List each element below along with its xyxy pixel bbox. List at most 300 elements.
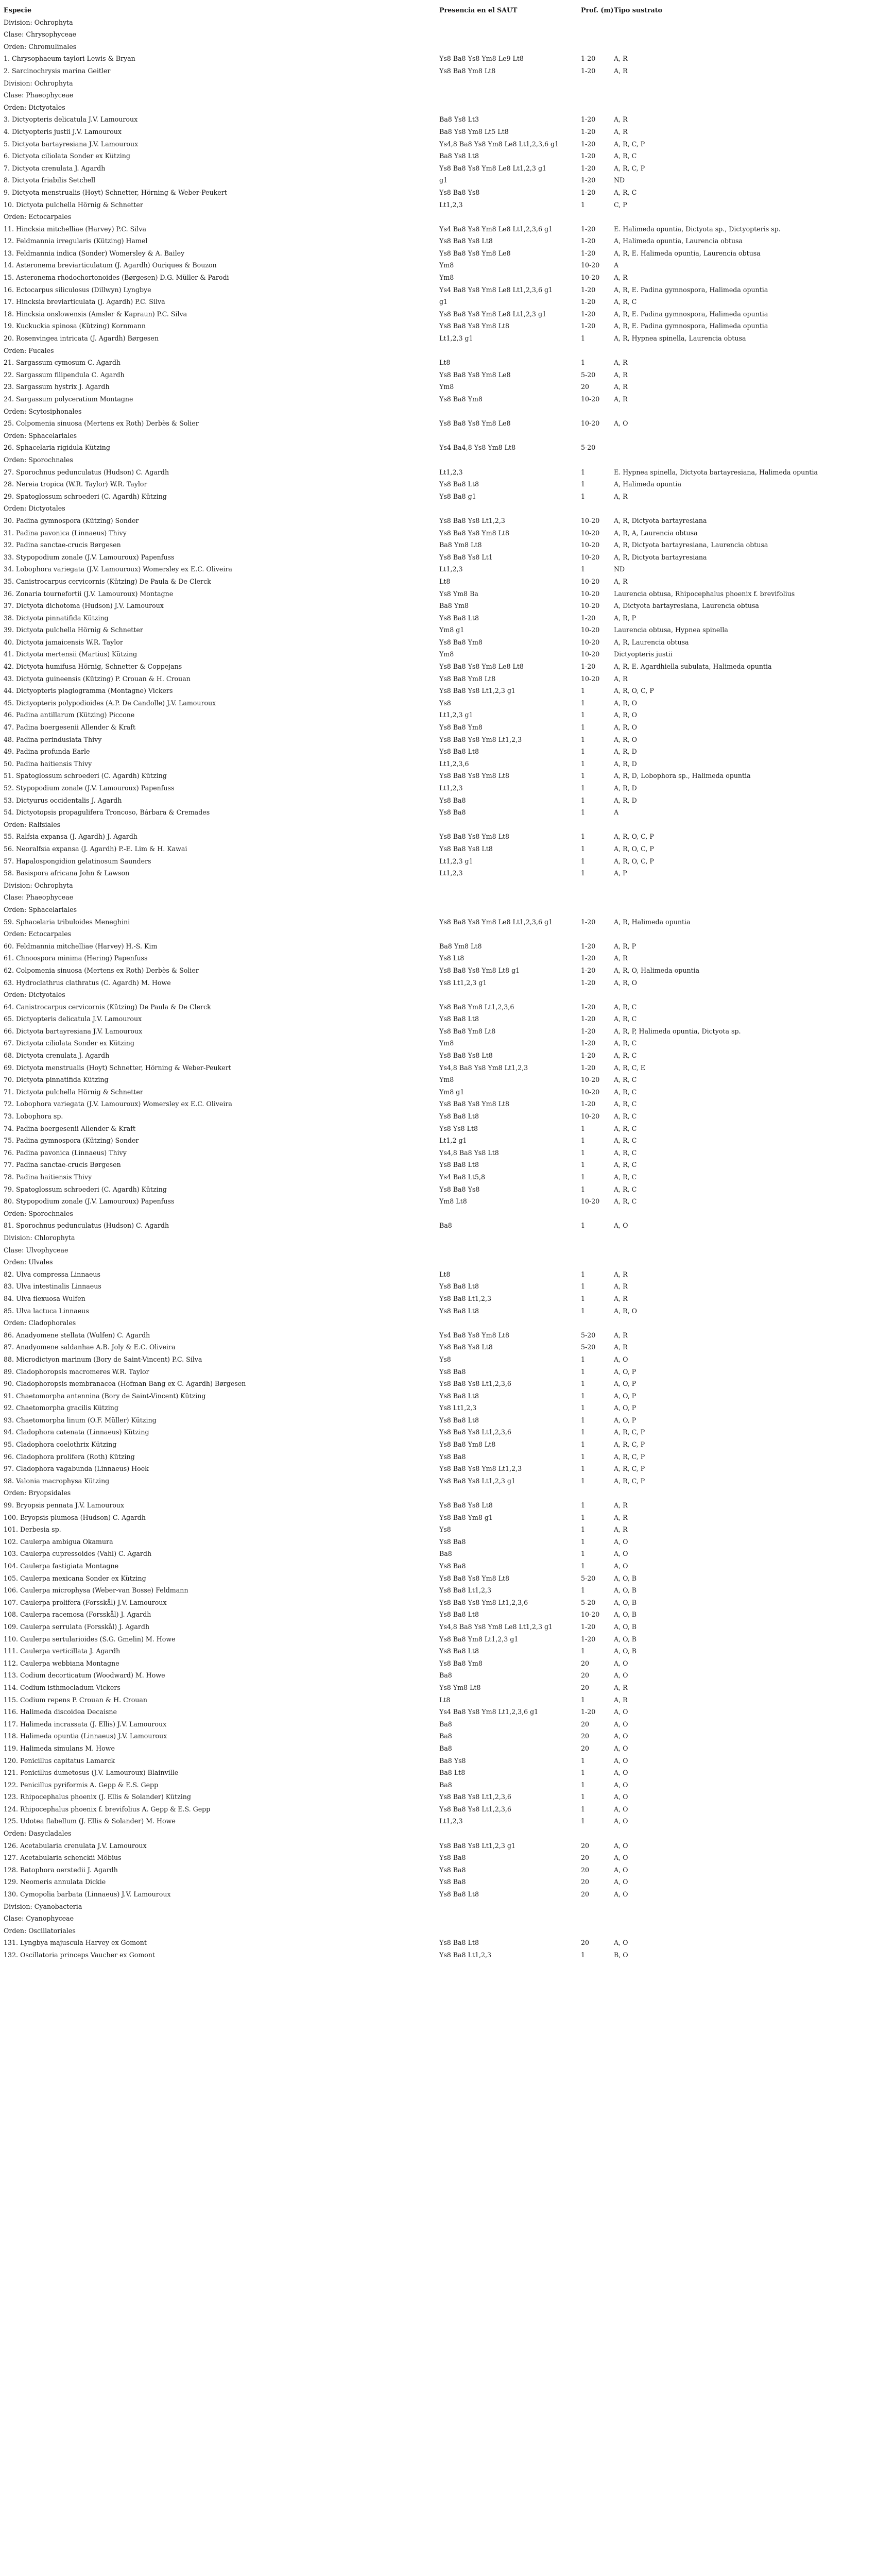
species-cell: 80. Stypopodium zonale (J.V. Lamouroux) Papenfuss bbox=[4, 1197, 175, 1206]
taxon-heading-text: Orden: Dasycladales bbox=[4, 1829, 72, 1838]
species-cell: 92. Chaetomorpha gracilis Kützing bbox=[4, 1404, 118, 1412]
table-row bbox=[4, 235, 890, 247]
table-row bbox=[4, 685, 890, 697]
table-row bbox=[4, 174, 890, 187]
table-row bbox=[4, 916, 890, 928]
table-row bbox=[4, 1353, 890, 1366]
species-cell: 65. Dictyopteris delicatula J.V. Lamouroux bbox=[4, 1015, 142, 1023]
depth-cell: 1 bbox=[581, 468, 586, 476]
species-cell: 125. Udotea flabellum (J. Ellis & Solander) M. Howe bbox=[4, 1817, 176, 1825]
depth-cell: 1-20 bbox=[581, 1015, 596, 1023]
presence-cell: Ba8 Ys8 Lt8 bbox=[439, 152, 479, 160]
depth-cell: 1-20 bbox=[581, 1622, 596, 1631]
depth-cell: 1 bbox=[581, 857, 586, 865]
depth-cell: 10-20 bbox=[581, 419, 600, 428]
presence-cell: Ys8 Ba8 Ys8 Lt1,2,3 g1 bbox=[439, 1477, 515, 1485]
substrate-cell: Laurencia obtusa, Rhipocephalus phoenix f. brevifolius bbox=[614, 589, 795, 598]
presence-cell: Ys8 Ba8 Ys8 Ym8 Lt8 bbox=[439, 322, 510, 330]
presence-cell: Ys8 Ba8 Ys8 Ym8 Lt8 bbox=[439, 1100, 510, 1108]
substrate-cell: A, R bbox=[614, 1513, 628, 1521]
species-cell: 79. Spatoglossum schroederi (C. Agardh) Kützing bbox=[4, 1185, 167, 1193]
species-cell: 111. Caulerpa verticillata J. Agardh bbox=[4, 1647, 121, 1655]
taxon-heading-text: Orden: Sphacelariales bbox=[4, 905, 77, 913]
table-row bbox=[4, 1621, 890, 1633]
substrate-cell: A, P bbox=[614, 869, 627, 877]
depth-cell: 1-20 bbox=[581, 1063, 596, 1072]
depth-cell: 1-20 bbox=[581, 285, 596, 294]
species-cell: 15. Asteronema rhodochortonoides (Børgesen) D.G. Müller & Parodi bbox=[4, 274, 229, 282]
taxon-heading bbox=[4, 1232, 890, 1244]
depth-cell: 5-20 bbox=[581, 1343, 596, 1351]
substrate-cell: A, R, D bbox=[614, 796, 637, 804]
species-cell: 63. Hydroclathrus clathratus (C. Agardh) M. Howe bbox=[4, 978, 171, 987]
presence-cell: Ys8 Ba8 Lt8 bbox=[439, 1161, 479, 1169]
presence-cell: Ba8 bbox=[439, 1550, 452, 1558]
substrate-cell: A, R, C bbox=[614, 1197, 637, 1206]
depth-cell: 1 bbox=[581, 1756, 586, 1765]
taxon-heading-text: Division: Ochrophyta bbox=[4, 18, 73, 26]
presence-cell: Ys8 Ym8 Ba bbox=[439, 589, 478, 598]
depth-cell: 10-20 bbox=[581, 1197, 600, 1206]
table-row bbox=[4, 1937, 890, 1949]
substrate-cell: A, R, D bbox=[614, 759, 637, 768]
substrate-cell: A, R bbox=[614, 370, 628, 379]
presence-cell: Ba8 bbox=[439, 1732, 452, 1740]
depth-cell: 1 bbox=[581, 1355, 586, 1363]
presence-cell: Ys8 Ba8 Lt8 bbox=[439, 1611, 479, 1619]
substrate-cell: A, R, O, C, P bbox=[614, 833, 654, 841]
depth-cell: 10-20 bbox=[581, 1088, 600, 1096]
table-row bbox=[4, 673, 890, 685]
depth-cell: 1-20 bbox=[581, 310, 596, 318]
substrate-cell: A, O bbox=[614, 1878, 628, 1886]
substrate-cell: A bbox=[614, 261, 619, 269]
presence-cell: Ys8 Ba8 Ym8 g1 bbox=[439, 1513, 493, 1521]
presence-cell: Ys8 Ba8 Ys8 Ym8 Le8 bbox=[439, 249, 511, 257]
substrate-cell: A, R, C bbox=[614, 1173, 637, 1181]
depth-cell: 20 bbox=[581, 1841, 590, 1850]
substrate-cell: A, O, B bbox=[614, 1647, 637, 1655]
presence-cell: Ym8 bbox=[439, 274, 454, 282]
species-cell: 24. Sargassum polyceratium Montagne bbox=[4, 395, 133, 403]
substrate-cell: A, R bbox=[614, 1294, 628, 1302]
species-cell: 5. Dictyota bartayresiana J.V. Lamouroux bbox=[4, 140, 139, 148]
table-row bbox=[4, 1718, 890, 1731]
table-row bbox=[4, 1767, 890, 1779]
depth-cell: 10-20 bbox=[581, 602, 600, 610]
depth-cell: 1 bbox=[581, 1647, 586, 1655]
depth-cell: 20 bbox=[581, 1683, 590, 1691]
table-row bbox=[4, 1062, 890, 1074]
depth-cell: 20 bbox=[581, 1671, 590, 1680]
table-row bbox=[4, 1499, 890, 1512]
substrate-cell: A, R, C bbox=[614, 1185, 637, 1193]
taxon-heading bbox=[4, 77, 890, 90]
species-cell: 46. Padina antillarum (Kützing) Piccone bbox=[4, 711, 135, 719]
depth-cell: 1 bbox=[581, 1148, 586, 1157]
presence-cell: Ys8 Ba8 Ym8 Lt8 bbox=[439, 674, 496, 683]
table-row bbox=[4, 600, 890, 612]
substrate-cell: A, R, C bbox=[614, 298, 637, 306]
depth-cell: 1 bbox=[581, 359, 586, 367]
table-row bbox=[4, 1694, 890, 1706]
substrate-cell: A, R, D bbox=[614, 784, 637, 792]
taxon-heading bbox=[4, 904, 890, 916]
species-cell: 56. Neoralfsia expansa (J. Agardh) P.-E. Lim & H. Kawai bbox=[4, 844, 187, 853]
depth-cell: 10-20 bbox=[581, 589, 600, 598]
substrate-cell: E. Hypnea spinella, Dictyota bartayresiana, Halimeda opuntia bbox=[614, 468, 818, 476]
substrate-cell: A, O bbox=[614, 1744, 628, 1752]
taxon-heading-text: Division: Cyanobacteria bbox=[4, 1902, 82, 1910]
presence-cell: Ys8 Ba8 Lt8 bbox=[439, 1307, 479, 1315]
substrate-cell: A, R, O, C, P bbox=[614, 687, 654, 695]
presence-cell: Ba8 bbox=[439, 1671, 452, 1680]
taxon-heading-text: Orden: Cladophorales bbox=[4, 1319, 76, 1327]
table-row bbox=[4, 1426, 890, 1438]
substrate-cell: A, R, C bbox=[614, 1148, 637, 1157]
table-row bbox=[4, 1706, 890, 1718]
species-cell: 120. Penicillus capitatus Lamarck bbox=[4, 1756, 115, 1765]
species-cell: 82. Ulva compressa Linnaeus bbox=[4, 1270, 100, 1278]
presence-cell: Ba8 Ym8 Lt8 bbox=[439, 942, 482, 950]
species-cell: 110. Caulerpa sertularioides (S.G. Gmelin) M. Howe bbox=[4, 1635, 176, 1643]
depth-cell: 1-20 bbox=[581, 66, 596, 75]
depth-cell: 10-20 bbox=[581, 674, 600, 683]
table-row bbox=[4, 296, 890, 308]
species-cell: 62. Colpomenia sinuosa (Mertens ex Roth) Derbès & Solier bbox=[4, 966, 199, 974]
substrate-cell: A, R bbox=[614, 954, 628, 962]
species-cell: 69. Dictyota menstrualis (Hoyt) Schnetter, Hörning & Weber-Peukert bbox=[4, 1063, 231, 1072]
species-cell: 42. Dictyota humifusa Hörnig, Schnetter & Coppejans bbox=[4, 663, 182, 671]
species-cell: 100. Bryopsis plumosa (Hudson) C. Agardh bbox=[4, 1513, 146, 1521]
table-row bbox=[4, 247, 890, 260]
taxon-heading-text: Clase: Ulvophyceae bbox=[4, 1246, 68, 1254]
table-row bbox=[4, 478, 890, 490]
presence-cell: Ys8 Ba8 Lt8 bbox=[439, 1282, 479, 1291]
depth-cell: 1 bbox=[581, 1501, 586, 1510]
depth-cell: 1-20 bbox=[581, 1003, 596, 1011]
depth-cell: 1 bbox=[581, 1416, 586, 1424]
depth-cell: 1 bbox=[581, 1951, 586, 1959]
presence-cell: Ys8 Ba8 bbox=[439, 808, 466, 817]
table-row bbox=[4, 952, 890, 964]
substrate-cell: A, R, C, P bbox=[614, 164, 645, 172]
substrate-cell: A, O, P bbox=[614, 1367, 637, 1376]
taxon-heading bbox=[4, 1244, 890, 1257]
depth-cell: 1-20 bbox=[581, 663, 596, 671]
depth-cell: 20 bbox=[581, 1720, 590, 1728]
presence-cell: Ys8 Ba8 Lt1,2,3 bbox=[439, 1951, 492, 1959]
species-cell: 53. Dictyurus occidentalis J. Agardh bbox=[4, 796, 122, 804]
species-cell: 101. Derbesia sp. bbox=[4, 1526, 61, 1534]
taxon-heading-text: Orden: Ralfsiales bbox=[4, 820, 61, 828]
substrate-cell: A, R, Dictyota bartayresiana, Laurencia obtusa bbox=[614, 541, 768, 549]
depth-cell: 20 bbox=[581, 1744, 590, 1752]
table-row bbox=[4, 259, 890, 272]
depth-cell: 1 bbox=[581, 1380, 586, 1388]
presence-cell: Ys8 Ys8 Lt8 bbox=[439, 1124, 478, 1132]
presence-cell: Ym8 g1 bbox=[439, 1088, 465, 1096]
substrate-cell: A, R, C, E bbox=[614, 1063, 645, 1072]
species-cell: 66. Dictyota bartayresiana J.V. Lamouroux bbox=[4, 1027, 143, 1035]
depth-cell: 1 bbox=[581, 1586, 586, 1595]
species-cell: 74. Padina boergesenii Allender & Kraft bbox=[4, 1124, 136, 1132]
substrate-cell: A, O, B bbox=[614, 1635, 637, 1643]
table-row bbox=[4, 1475, 890, 1487]
presence-cell: Lt8 bbox=[439, 359, 451, 367]
table-row bbox=[4, 1329, 890, 1342]
depth-cell: 1 bbox=[581, 687, 586, 695]
substrate-cell: A, O, P bbox=[614, 1416, 637, 1424]
species-cell: 30. Padina gymnospora (Kützing) Sonder bbox=[4, 516, 139, 524]
depth-cell: 1 bbox=[581, 1477, 586, 1485]
substrate-cell: A, R bbox=[614, 1270, 628, 1278]
table-row bbox=[4, 1536, 890, 1548]
presence-cell: Ys8 Ba8 Lt1,2,3 bbox=[439, 1294, 492, 1302]
depth-cell: 1 bbox=[581, 699, 586, 707]
taxon-heading bbox=[4, 1208, 890, 1220]
depth-cell: 1 bbox=[581, 1781, 586, 1789]
substrate-cell: ND bbox=[614, 565, 625, 573]
substrate-cell: A, O bbox=[614, 1817, 628, 1825]
species-cell: 77. Padina sanctae-crucis Børgesen bbox=[4, 1161, 121, 1169]
species-cell: 113. Codium decorticatum (Woodward) M. Howe bbox=[4, 1671, 165, 1680]
depth-cell: 1-20 bbox=[581, 918, 596, 926]
species-cell: 105. Caulerpa mexicana Sonder ex Kützing bbox=[4, 1574, 146, 1582]
depth-cell: 1 bbox=[581, 1428, 586, 1436]
species-cell: 130. Cymopolia barbata (Linnaeus) J.V. Lamouroux bbox=[4, 1890, 171, 1899]
table-row bbox=[4, 126, 890, 138]
substrate-cell: A, R, C bbox=[614, 1112, 637, 1121]
species-cell: 29. Spatoglossum schroederi (C. Agardh) Kützing bbox=[4, 492, 167, 500]
header-substrate: Tipo sustrato bbox=[614, 6, 662, 14]
substrate-cell: A, R, D, Lobophora sp., Halimeda opuntia bbox=[614, 772, 751, 780]
table-row bbox=[4, 1378, 890, 1390]
presence-cell: Ym8 bbox=[439, 1039, 454, 1047]
table-row bbox=[4, 794, 890, 807]
taxon-heading-text: Orden: Sporochnales bbox=[4, 1209, 73, 1217]
presence-cell: Ym8 bbox=[439, 650, 454, 658]
presence-cell: Ym8 bbox=[439, 383, 454, 391]
depth-cell: 1 bbox=[581, 1282, 586, 1291]
presence-cell: Ys8 Ba8 Ym8 bbox=[439, 1659, 483, 1667]
species-cell: 76. Padina pavonica (Linnaeus) Thivy bbox=[4, 1148, 127, 1157]
taxon-heading-text: Clase: Cyanophyceae bbox=[4, 1914, 74, 1923]
presence-cell: Ys8 Ba8 Ys8 bbox=[439, 188, 480, 196]
depth-cell: 10-20 bbox=[581, 650, 600, 658]
species-cell: 98. Valonia macrophysa Kützing bbox=[4, 1477, 110, 1485]
species-cell: 43. Dictyota guineensis (Kützing) P. Crouan & H. Crouan bbox=[4, 674, 191, 683]
species-cell: 117. Halimeda incrassata (J. Ellis) J.V. Lamouroux bbox=[4, 1720, 167, 1728]
substrate-cell: A, R, C bbox=[614, 1052, 637, 1060]
depth-cell: 1-20 bbox=[581, 164, 596, 172]
substrate-cell: A, R, Dictyota bartayresiana bbox=[614, 516, 707, 524]
species-cell: 70. Dictyota pinnatifida Kützing bbox=[4, 1076, 109, 1084]
depth-cell: 1 bbox=[581, 1465, 586, 1473]
presence-cell: Ys8 Ba8 Lt8 bbox=[439, 1890, 479, 1899]
table-row bbox=[4, 1633, 890, 1646]
substrate-cell: B, O bbox=[614, 1951, 628, 1959]
table-row bbox=[4, 65, 890, 77]
species-cell: 39. Dictyota pulchella Hörnig & Schnetter bbox=[4, 626, 143, 634]
depth-cell: 1-20 bbox=[581, 152, 596, 160]
presence-cell: Ys8 Ba8 bbox=[439, 1866, 466, 1874]
table-row bbox=[4, 1438, 890, 1451]
substrate-cell: A, R bbox=[614, 55, 628, 63]
presence-cell: Ys8 Ba8 Ys8 Lt1,2,3,6 bbox=[439, 1805, 511, 1813]
taxon-heading-text: Orden: Sphacelariales bbox=[4, 431, 77, 439]
presence-cell: Ys4,8 Ba8 Ys8 Ym8 Le8 Lt1,2,3,6 g1 bbox=[439, 140, 559, 148]
depth-cell: 5-20 bbox=[581, 370, 596, 379]
depth-cell: 1 bbox=[581, 1185, 586, 1193]
species-cell: 129. Neomeris annulata Dickie bbox=[4, 1878, 106, 1886]
table-row bbox=[4, 1268, 890, 1281]
table-row bbox=[4, 1037, 890, 1049]
table-row bbox=[4, 1548, 890, 1560]
presence-cell: Ys4,8 Ba8 Ys8 Ym8 Le8 Lt1,2,3 g1 bbox=[439, 1622, 553, 1631]
substrate-cell: A, R, P, Halimeda opuntia, Dictyota sp. bbox=[614, 1027, 741, 1035]
substrate-cell: A, R bbox=[614, 1282, 628, 1291]
substrate-cell: A, R, C bbox=[614, 1003, 637, 1011]
depth-cell: 10-20 bbox=[581, 529, 600, 537]
table-row bbox=[4, 1803, 890, 1816]
depth-cell: 1 bbox=[581, 1526, 586, 1534]
taxon-heading bbox=[4, 16, 890, 29]
substrate-cell: A, O bbox=[614, 1866, 628, 1874]
table-row bbox=[4, 867, 890, 879]
species-cell: 127. Acetabularia schenckii Möbius bbox=[4, 1854, 122, 1862]
species-cell: 75. Padina gymnospora (Kützing) Sonder bbox=[4, 1137, 139, 1145]
depth-cell: 1-20 bbox=[581, 1027, 596, 1035]
presence-cell: Ys8 Ba8 bbox=[439, 1367, 466, 1376]
substrate-cell: A, O bbox=[614, 1732, 628, 1740]
substrate-cell: A, R, Dictyota bartayresiana bbox=[614, 553, 707, 561]
taxon-heading-text: Orden: Dictyotales bbox=[4, 103, 65, 111]
depth-cell: 1 bbox=[581, 1404, 586, 1412]
presence-cell: Ys8 bbox=[439, 1355, 451, 1363]
substrate-cell: A, R bbox=[614, 1696, 628, 1704]
presence-cell: Ba8 Lt8 bbox=[439, 1769, 466, 1777]
substrate-cell: A, R, E. Padina gymnospora, Halimeda opuntia bbox=[614, 310, 768, 318]
depth-cell: 1 bbox=[581, 1367, 586, 1376]
substrate-cell: A, R bbox=[614, 383, 628, 391]
depth-cell: 1 bbox=[581, 1817, 586, 1825]
depth-cell: 1 bbox=[581, 844, 586, 853]
species-cell: 6. Dictyota ciliolata Sonder ex Kützing bbox=[4, 152, 130, 160]
table-row bbox=[4, 1098, 890, 1110]
presence-cell: Ys8 Ba8 Ys8 Ym8 Le8 Lt1,2,3,6 g1 bbox=[439, 918, 553, 926]
table-row bbox=[4, 1815, 890, 1827]
presence-cell: Ys8 Ba8 Ym8 Lt8 bbox=[439, 1440, 496, 1449]
presence-cell: Lt8 bbox=[439, 1270, 451, 1278]
presence-cell: g1 bbox=[439, 298, 448, 306]
depth-cell: 20 bbox=[581, 1732, 590, 1740]
species-cell: 93. Chaetomorpha linum (O.F. Müller) Kützing bbox=[4, 1416, 157, 1424]
presence-cell: Ys8 Ba8 Ys8 Lt1,2,3,6 bbox=[439, 1380, 511, 1388]
table-row bbox=[4, 223, 890, 235]
taxon-heading bbox=[4, 89, 890, 101]
table-row bbox=[4, 1742, 890, 1755]
presence-cell: Lt1,2,3 g1 bbox=[439, 711, 473, 719]
presence-cell: Ys8 Ba8 Lt1,2,3 bbox=[439, 1586, 492, 1595]
table-row bbox=[4, 1305, 890, 1317]
presence-cell: Ys4 Ba8 Ys8 Ym8 Le8 Lt1,2,3,6 g1 bbox=[439, 285, 553, 294]
presence-cell: Ys8 Ba8 Ys8 Lt8 bbox=[439, 844, 493, 853]
presence-cell: Ys8 Ba8 Lt8 bbox=[439, 614, 479, 622]
presence-cell: Ys8 Ba8 Ym8 Lt8 bbox=[439, 66, 496, 75]
depth-cell: 1 bbox=[581, 796, 586, 804]
table-row bbox=[4, 721, 890, 734]
table-row bbox=[4, 1682, 890, 1694]
depth-cell: 10-20 bbox=[581, 516, 600, 524]
table-row bbox=[4, 745, 890, 758]
presence-cell: Ba8 Ys8 bbox=[439, 1756, 466, 1765]
presence-cell: Ba8 bbox=[439, 1781, 452, 1789]
species-cell: 7. Dictyota crenulata J. Agardh bbox=[4, 164, 106, 172]
taxon-heading bbox=[4, 1317, 890, 1329]
depth-cell: 10-20 bbox=[581, 638, 600, 646]
substrate-cell: Laurencia obtusa, Hypnea spinella bbox=[614, 626, 728, 634]
table-row bbox=[4, 648, 890, 660]
substrate-cell: A, O bbox=[614, 1939, 628, 1947]
substrate-cell: A, O bbox=[614, 1659, 628, 1667]
species-cell: 64. Canistrocarpus cervicornis (Kützing) De Paula & De Clerck bbox=[4, 1003, 211, 1011]
taxon-heading bbox=[4, 430, 890, 442]
species-cell: 114. Codium isthmocladum Vickers bbox=[4, 1683, 121, 1691]
species-cell: 99. Bryopsis pennata J.V. Lamouroux bbox=[4, 1501, 125, 1510]
taxon-heading bbox=[4, 1487, 890, 1499]
table-row bbox=[4, 1110, 890, 1123]
depth-cell: 1 bbox=[581, 1805, 586, 1813]
taxon-heading-text: Division: Chlorophyta bbox=[4, 1233, 75, 1242]
table-row bbox=[4, 1791, 890, 1803]
substrate-cell: Dictyopteris justii bbox=[614, 650, 673, 658]
species-cell: 109. Caulerpa serrulata (Forsskål) J. Agardh bbox=[4, 1622, 150, 1631]
table-row bbox=[4, 1159, 890, 1171]
taxon-heading bbox=[4, 819, 890, 831]
table-row bbox=[4, 1645, 890, 1657]
depth-cell: 1 bbox=[581, 772, 586, 780]
species-cell: 51. Spatoglossum schroederi (C. Agardh) Kützing bbox=[4, 772, 167, 780]
species-cell: 116. Halimeda discoidea Decaisne bbox=[4, 1708, 117, 1716]
depth-cell: 1-20 bbox=[581, 298, 596, 306]
presence-cell: g1 bbox=[439, 176, 448, 184]
presence-cell: Ys8 Ba8 Ys8 Ym8 Lt1,2,3 bbox=[439, 1465, 522, 1473]
substrate-cell: A, O, P bbox=[614, 1380, 637, 1388]
substrate-cell: A, R, O bbox=[614, 1307, 637, 1315]
presence-cell: Lt1,2,3 bbox=[439, 1817, 463, 1825]
table-row bbox=[4, 527, 890, 539]
presence-cell: Ys4 Ba8 Ys8 Ym8 Lt1,2,3,6 g1 bbox=[439, 1708, 539, 1716]
header-species: Especie bbox=[4, 6, 31, 14]
species-cell: 78. Padina haitiensis Thivy bbox=[4, 1173, 92, 1181]
species-cell: 97. Cladophora vagabunda (Linnaeus) Hoek bbox=[4, 1465, 149, 1473]
species-cell: 52. Stypopodium zonale (J.V. Lamouroux) Papenfuss bbox=[4, 784, 175, 792]
presence-cell: Ys8 Ba8 bbox=[439, 1878, 466, 1886]
presence-cell: Ys8 bbox=[439, 699, 451, 707]
species-cell: 112. Caulerpa webbiana Montagne bbox=[4, 1659, 119, 1667]
table-row bbox=[4, 1086, 890, 1098]
table-row bbox=[4, 442, 890, 454]
species-cell: 33. Stypopodium zonale (J.V. Lamouroux) Papenfuss bbox=[4, 553, 175, 561]
species-cell: 128. Batophora oerstedii J. Agardh bbox=[4, 1866, 118, 1874]
depth-cell: 10-20 bbox=[581, 1112, 600, 1121]
depth-cell: 1-20 bbox=[581, 225, 596, 233]
presence-cell: Ys8 bbox=[439, 1526, 451, 1534]
species-cell: 71. Dictyota pulchella Hörnig & Schnetter bbox=[4, 1088, 143, 1096]
species-cell: 34. Lobophora variegata (J.V. Lamouroux) Womersley ex E.C. Oliveira bbox=[4, 565, 232, 573]
table-row bbox=[4, 187, 890, 199]
